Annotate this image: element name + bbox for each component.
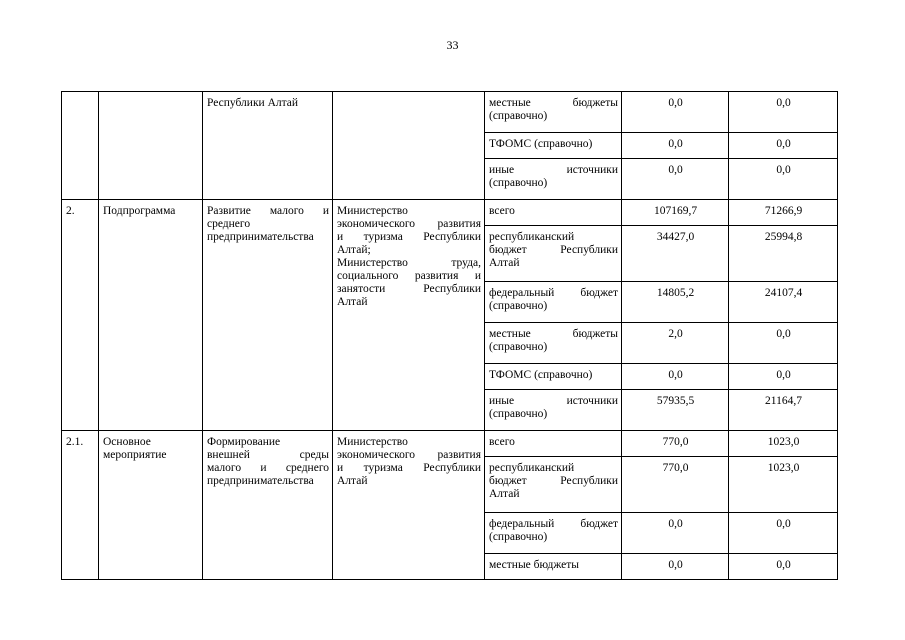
funding-source [485, 431, 622, 457]
cell-line: Министерство [337, 436, 408, 448]
value-year-1: 2,0 [622, 323, 729, 364]
cell-line: иные источники [489, 395, 618, 407]
program-table [61, 91, 838, 580]
cell-line: малого и среднего [207, 462, 329, 474]
value-year-2: 1023,0 [729, 431, 838, 457]
cell-line: Министерство труда, [337, 257, 481, 269]
cell-line: Министерство [337, 205, 408, 217]
cell-line: (справочно) [489, 177, 548, 189]
program-type [99, 92, 203, 200]
value-year-2: 0,0 [729, 554, 838, 580]
cell-line: республиканский [489, 462, 575, 474]
cell-line: Подпрограмма [103, 205, 176, 217]
value-year-1: 0,0 [622, 513, 729, 554]
value-year-1: 34427,0 [622, 226, 729, 282]
program-name [203, 431, 333, 580]
funding-source [485, 323, 622, 364]
cell-line: всего [489, 436, 515, 448]
cell-line: экономического развития [337, 449, 481, 461]
funding-source [485, 92, 622, 133]
value-year-1: 770,0 [622, 431, 729, 457]
value-year-2: 24107,4 [729, 282, 838, 323]
funding-source [485, 226, 622, 282]
value-year-1: 770,0 [622, 457, 729, 513]
executor [333, 92, 485, 200]
cell-line: Развитие малого и [207, 205, 329, 217]
table-row [62, 431, 838, 457]
funding-source [485, 390, 622, 431]
cell-line: и туризма Республики [337, 231, 481, 243]
value-year-2: 0,0 [729, 513, 838, 554]
cell-line: предпринимательства [207, 231, 314, 243]
cell-line: местные бюджеты [489, 328, 618, 340]
value-year-2: 0,0 [729, 133, 838, 159]
cell-line: мероприятие [103, 449, 167, 461]
row-number: 2. [62, 200, 99, 431]
cell-line: местные бюджеты [489, 559, 580, 571]
cell-line: иные источники [489, 164, 618, 176]
cell-line: федеральный бюджет [489, 518, 618, 530]
cell-line: и туризма Республики [337, 462, 481, 474]
table-row [62, 200, 838, 226]
cell-line: Алтай; [337, 244, 371, 256]
cell-line: бюджет Республики [489, 244, 618, 256]
cell-line: (справочно) [489, 531, 548, 543]
row-number: 2.1. [62, 431, 99, 580]
value-year-2: 21164,7 [729, 390, 838, 431]
funding-source [485, 457, 622, 513]
cell-line: Алтай [337, 296, 368, 308]
program-type [99, 200, 203, 431]
value-year-1: 0,0 [622, 554, 729, 580]
table-row [62, 92, 838, 133]
value-year-1: 107169,7 [622, 200, 729, 226]
cell-line: Алтай [489, 488, 520, 500]
page-number: 33 [446, 38, 459, 52]
cell-line: внешней среды [207, 449, 329, 461]
row-number [62, 92, 99, 200]
cell-line: ТФОМС (справочно) [489, 369, 593, 381]
funding-source [485, 554, 622, 580]
cell-line: федеральный бюджет [489, 287, 618, 299]
program-name [203, 92, 333, 200]
cell-line: бюджет Республики [489, 475, 618, 487]
cell-line: Алтай [337, 475, 368, 487]
value-year-2: 0,0 [729, 364, 838, 390]
funding-source [485, 513, 622, 554]
cell-line: Республики Алтай [207, 97, 299, 109]
value-year-2: 0,0 [729, 323, 838, 364]
program-type [99, 431, 203, 580]
cell-line: республиканский [489, 231, 575, 243]
cell-line: предпринимательства [207, 475, 314, 487]
cell-line: (справочно) [489, 300, 548, 312]
executor [333, 431, 485, 580]
cell-line: Формирование [207, 436, 281, 448]
value-year-1: 0,0 [622, 133, 729, 159]
cell-line: местные бюджеты [489, 97, 618, 109]
value-year-2: 25994,8 [729, 226, 838, 282]
value-year-1: 0,0 [622, 159, 729, 200]
value-year-1: 0,0 [622, 92, 729, 133]
cell-line: Основное [103, 436, 151, 448]
program-name [203, 200, 333, 431]
cell-line: ТФОМС (справочно) [489, 138, 593, 150]
funding-source [485, 133, 622, 159]
funding-source [485, 200, 622, 226]
cell-line: экономического развития [337, 218, 481, 230]
value-year-1: 0,0 [622, 364, 729, 390]
value-year-2: 1023,0 [729, 457, 838, 513]
executor [333, 200, 485, 431]
value-year-1: 14805,2 [622, 282, 729, 323]
value-year-1: 57935,5 [622, 390, 729, 431]
cell-line: всего [489, 205, 515, 217]
cell-line: среднего [207, 218, 251, 230]
funding-source [485, 364, 622, 390]
cell-line: Алтай [489, 257, 520, 269]
cell-line: занятости Республики [337, 283, 481, 295]
cell-line: (справочно) [489, 408, 548, 420]
value-year-2: 71266,9 [729, 200, 838, 226]
cell-line: (справочно) [489, 110, 548, 122]
funding-source [485, 159, 622, 200]
cell-line: социального развития и [337, 270, 481, 282]
funding-source [485, 282, 622, 323]
value-year-2: 0,0 [729, 92, 838, 133]
value-year-2: 0,0 [729, 159, 838, 200]
cell-line: (справочно) [489, 341, 548, 353]
